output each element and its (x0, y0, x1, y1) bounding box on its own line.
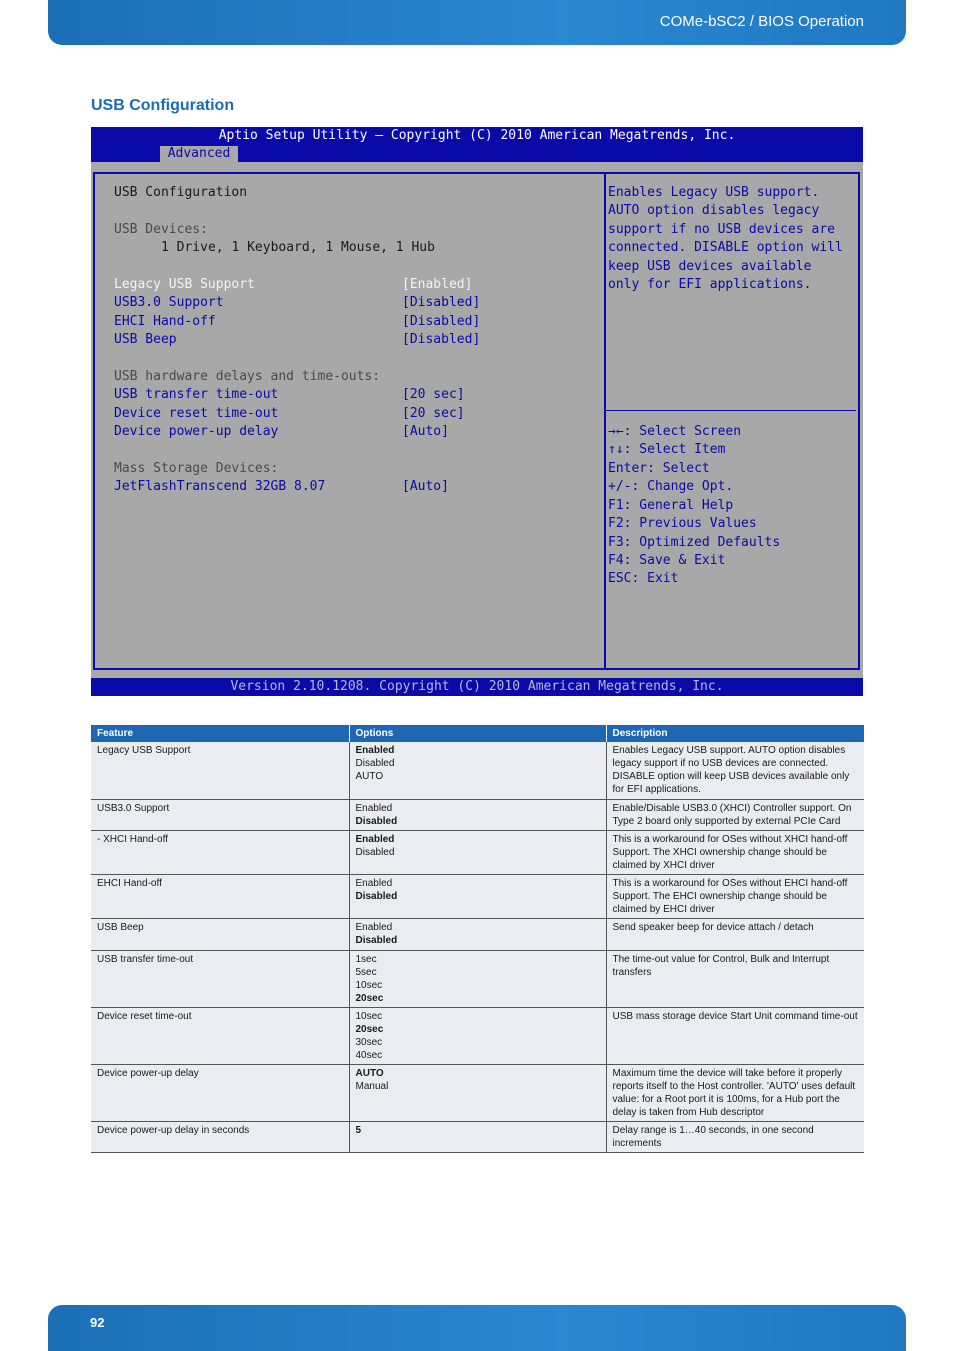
feature-cell: - XHCI Hand-off (91, 830, 349, 874)
option-value: 40sec (355, 1049, 383, 1061)
table-row (91, 742, 864, 799)
feature-table (91, 725, 864, 1153)
option-value: 5sec (355, 966, 377, 978)
options-cell (349, 1064, 606, 1121)
key-hint-previous-values: F2: Previous Values (608, 516, 757, 531)
option-default: Enabled (355, 833, 395, 845)
key-hint-select-item: ↑↓: Select Item (608, 442, 726, 457)
option-value: 10sec (355, 979, 383, 991)
options-cell (349, 1007, 606, 1064)
bios-value-usb3-support[interactable]: [Disabled] (402, 295, 481, 310)
options-cell (349, 830, 606, 874)
option-value: 10sec (355, 1010, 383, 1022)
bios-item-usb-beep[interactable]: USB Beep (114, 332, 177, 347)
column-header-options: Options (349, 725, 606, 742)
bios-value-usb-beep[interactable]: [Disabled] (402, 332, 481, 347)
bios-value-legacy-usb-support[interactable]: [Enabled] (402, 277, 473, 292)
option-default: 5 (355, 1124, 362, 1136)
description-cell: Send speaker beep for device attach / detach (606, 918, 864, 950)
bios-screenshot (91, 127, 863, 696)
help-text-line: connected. DISABLE option will (608, 240, 843, 255)
options-cell (349, 1121, 606, 1152)
bios-copyright: Aptio Setup Utility – Copyright (C) 2010 American Megatrends, Inc. (218, 128, 736, 143)
usb-delays-label: USB hardware delays and time-outs: (114, 369, 381, 384)
bios-item-ehci-hand-off[interactable]: EHCI Hand-off (114, 314, 216, 329)
help-text-line: Enables Legacy USB support. (608, 185, 820, 200)
key-hint-general-help: F1: General Help (608, 498, 734, 513)
feature-cell: USB Beep (91, 918, 349, 950)
bios-item-legacy-usb-support[interactable]: Legacy USB Support (114, 277, 255, 292)
option-value: Manual (355, 1080, 389, 1092)
description-cell: USB mass storage device Start Unit command time-out (606, 1007, 864, 1064)
key-hint-enter: Enter: Select (608, 461, 710, 476)
key-hint-exit: ESC: Exit (608, 571, 679, 586)
option-value: Enabled (355, 877, 393, 889)
option-value: Disabled (355, 758, 395, 769)
column-header-feature: Feature (91, 725, 349, 742)
table-row (91, 918, 864, 950)
bios-value-ehci-hand-off[interactable]: [Disabled] (402, 314, 481, 329)
description-cell: Delay range is 1…40 seconds, in one second increments (606, 1121, 864, 1152)
bios-item-mass-storage-device[interactable]: JetFlashTranscend 32GB 8.07 (114, 479, 326, 494)
option-default: Disabled (355, 815, 398, 827)
option-default: Disabled (355, 934, 398, 946)
description-cell: This is a workaround for OSes without EHCI hand-off Support. The EHCI ownership change should be claimed by EHCI driver (606, 874, 864, 918)
table-header-row (91, 725, 864, 742)
bios-value-usb-transfer-timeout[interactable]: [20 sec] (402, 387, 465, 402)
option-value: Enabled (355, 921, 393, 933)
description-cell: Maximum time the device will take before it properly reports itself to the Host controller. 'AUTO' uses default value: for a Root port it is 100ms, for a Hub port the delay is taken from Hub descriptor (606, 1064, 864, 1121)
options-cell (349, 874, 606, 918)
option-default: 20sec (355, 1023, 384, 1035)
table-row (91, 799, 864, 830)
help-text-line: only for EFI applications. (608, 277, 812, 292)
table-row (91, 830, 864, 874)
header-title: COMe-bSC2 / BIOS Operation (659, 13, 864, 30)
usb-devices-label: USB Devices: (114, 222, 208, 237)
options-cell (349, 799, 606, 830)
table-row (91, 1121, 864, 1152)
key-hint-save-exit: F4: Save & Exit (608, 553, 726, 568)
key-hint-select-screen: →←: Select Screen (608, 424, 742, 439)
footer-bar (48, 1305, 906, 1351)
bios-settings-panel (93, 172, 606, 670)
bios-version-bar: Version 2.10.1208. Copyright (C) 2010 American Megatrends, Inc. (91, 678, 863, 696)
bios-item-device-reset-timeout[interactable]: Device reset time-out (114, 406, 279, 421)
feature-cell: Device power-up delay (91, 1064, 349, 1121)
bios-help-panel (606, 172, 860, 670)
bios-item-usb3-support[interactable]: USB3.0 Support (114, 295, 224, 310)
bios-item-usb-transfer-timeout[interactable]: USB transfer time-out (114, 387, 279, 402)
bios-top-bar (91, 127, 863, 162)
bios-page-title: USB Configuration (114, 185, 248, 200)
bios-value-device-reset-timeout[interactable]: [20 sec] (402, 406, 465, 421)
description-cell: Enables Legacy USB support. AUTO option disables legacy support if no USB devices are connected. DISABLE option will keep USB devices available only for EFI applications. (606, 742, 864, 799)
option-value: 30sec (355, 1036, 383, 1048)
help-text-line: keep USB devices available (608, 259, 812, 274)
description-cell: This is a workaround for OSes without XHCI hand-off Support. The XHCI ownership change should be claimed by XHCI driver (606, 830, 864, 874)
feature-cell: Device power-up delay in seconds (91, 1121, 349, 1152)
feature-cell: Device reset time-out (91, 1007, 349, 1064)
bios-item-device-power-up-delay[interactable]: Device power-up delay (114, 424, 279, 439)
options-cell (349, 918, 606, 950)
options-cell (349, 742, 606, 799)
table-row (91, 1064, 864, 1121)
bios-value-mass-storage-device[interactable]: [Auto] (402, 479, 449, 494)
option-value: 1sec (355, 953, 377, 965)
key-hint-optimized-defaults: F3: Optimized Defaults (608, 535, 781, 550)
feature-cell: Legacy USB Support (91, 742, 349, 799)
option-default: AUTO (355, 1067, 384, 1079)
page-number: 92 (90, 1315, 105, 1330)
feature-cell: EHCI Hand-off (91, 874, 349, 918)
tab-advanced[interactable]: Advanced (160, 146, 238, 162)
option-value: Disabled (355, 846, 395, 858)
description-cell: Enable/Disable USB3.0 (XHCI) Controller support. On Type 2 board only supported by external PCIe Card (606, 799, 864, 830)
help-text-line: support if no USB devices are (608, 222, 835, 237)
feature-cell: USB transfer time-out (91, 950, 349, 1007)
option-default: Enabled (355, 745, 395, 756)
options-cell (349, 950, 606, 1007)
table-row (91, 874, 864, 918)
bios-value-device-power-up-delay[interactable]: [Auto] (402, 424, 449, 439)
column-header-description: Description (606, 725, 864, 742)
description-cell: The time-out value for Control, Bulk and Interrupt transfers (606, 950, 864, 1007)
table-body (91, 742, 864, 1152)
option-value: Enabled (355, 802, 393, 814)
option-value: AUTO (355, 771, 384, 782)
feature-cell: USB3.0 Support (91, 799, 349, 830)
key-hint-change-opt: +/-: Change Opt. (608, 479, 734, 494)
option-default: Disabled (355, 890, 398, 902)
help-divider (606, 410, 856, 411)
header-bar (48, 0, 906, 45)
help-text-line: AUTO option disables legacy (608, 203, 820, 218)
table-row (91, 950, 864, 1007)
mass-storage-label: Mass Storage Devices: (114, 461, 279, 476)
section-title: USB Configuration (91, 97, 235, 114)
table-row (91, 1007, 864, 1064)
option-default: 20sec (355, 992, 384, 1004)
usb-devices-value: 1 Drive, 1 Keyboard, 1 Mouse, 1 Hub (161, 240, 435, 255)
